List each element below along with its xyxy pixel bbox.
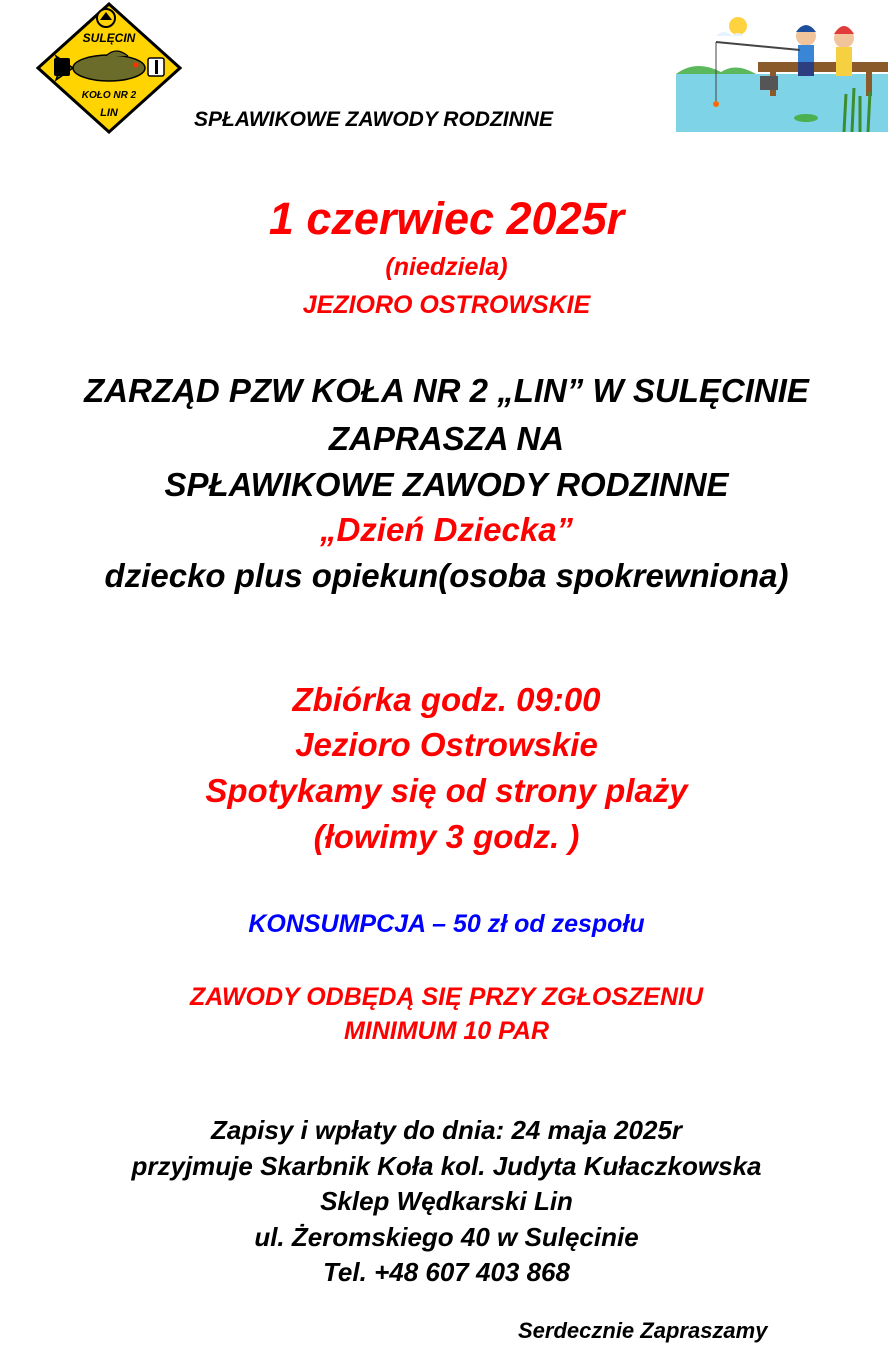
participants-line: dziecko plus opiekun(osoba spokrewniona)	[104, 557, 789, 594]
event-name: „Dzień Dziecka”	[319, 511, 574, 548]
meeting-spot: Spotykamy się od strony plaży	[205, 772, 688, 809]
fishing-duration: (łowimy 3 godz. )	[313, 818, 580, 855]
meeting-time: Zbiórka godz. 09:00	[292, 681, 601, 718]
meeting-place: Jezioro Ostrowskie	[295, 726, 598, 763]
registration-phone: Tel. +48 607 403 868	[323, 1257, 570, 1287]
registration-treasurer: przyjmuje Skarbnik Koła kol. Judyta Kułaczkowska	[131, 1151, 762, 1181]
event-lake: JEZIORO OSTROWSKIE	[302, 291, 591, 319]
logo-top-text: SULĘCIN	[82, 31, 136, 45]
organizer-line: ZARZĄD PZW KOŁA NR 2 „LIN” W SULĘCINIE	[84, 372, 809, 409]
consumption-fee: KONSUMPCJA – 50 zł od zespołu	[248, 910, 645, 938]
club-logo	[36, 2, 182, 134]
invites-line: ZAPRASZA NA	[328, 420, 565, 457]
condition-line-2: MINIMUM 10 PAR	[343, 1017, 550, 1045]
header-title: SPŁAWIKOWE ZAWODY RODZINNE	[194, 108, 553, 131]
registration-address: ul. Żeromskiego 40 w Sulęcinie	[254, 1222, 639, 1252]
signoff: Serdecznie Zapraszamy	[518, 1318, 768, 1343]
logo-bottom-text: LIN	[100, 107, 118, 119]
event-weekday: (niedziela)	[385, 253, 508, 281]
logo-middle-text: KOŁO NR 2	[81, 90, 137, 101]
condition-line-1: ZAWODY ODBĘDĄ SIĘ PRZY ZGŁOSZENIU	[189, 983, 703, 1011]
event-date: 1 czerwiec 2025r	[268, 193, 625, 244]
kids-fishing-illustration	[676, 14, 888, 132]
registration-deadline: Zapisy i wpłaty do dnia: 24 maja 2025r	[210, 1115, 683, 1145]
competition-name: SPŁAWIKOWE ZAWODY RODZINNE	[164, 466, 729, 503]
registration-shop: Sklep Wędkarski Lin	[320, 1186, 573, 1216]
